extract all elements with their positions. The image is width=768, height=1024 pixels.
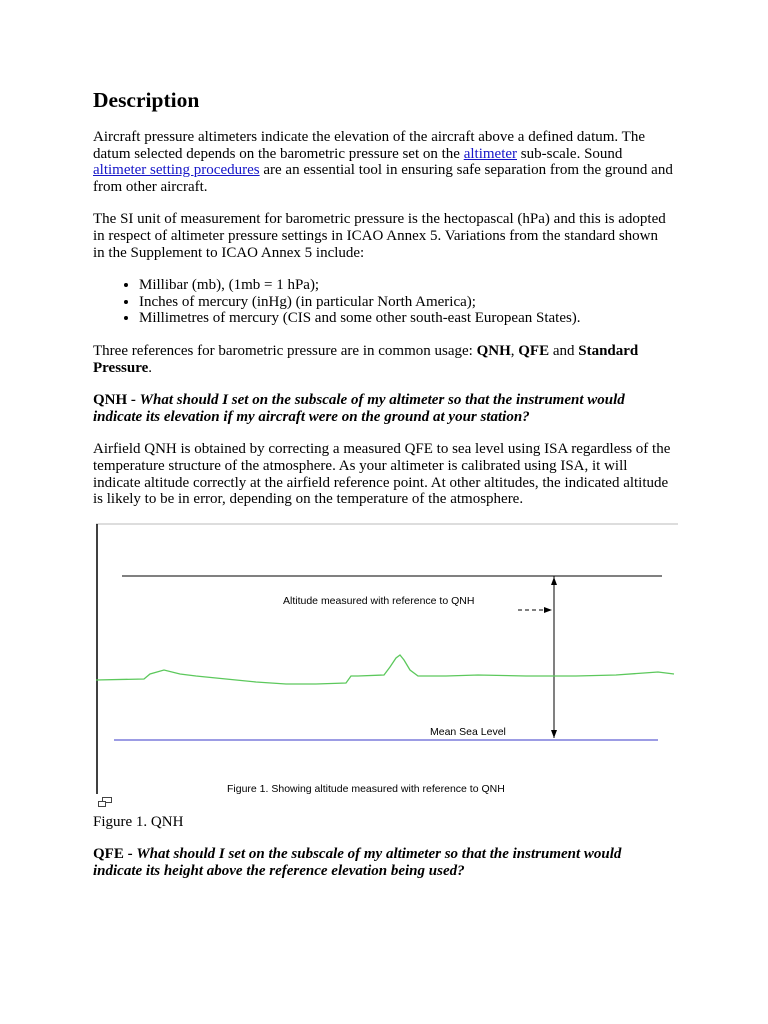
figure-image-caption: Figure 1. Showing altitude measured with reference to QNH bbox=[227, 782, 505, 794]
list-item: • Millibar (mb), (1mb = 1 hPa); bbox=[139, 277, 673, 294]
altimeter-link[interactable]: altimeter bbox=[463, 145, 518, 162]
qfe-question-label: QFE - bbox=[93, 846, 137, 863]
altimeter-setting-procedures-link[interactable]: altimeter setting procedures bbox=[93, 162, 260, 179]
separator: and bbox=[549, 342, 579, 359]
references-text: Three references for barometric pressure are in common usage: bbox=[93, 342, 477, 359]
standard-pressure-term: Standard Pressure bbox=[93, 342, 639, 376]
qnh-question-label: QNH - bbox=[93, 392, 140, 409]
period: . bbox=[148, 359, 153, 376]
qnh-term: QNH bbox=[476, 342, 511, 359]
mean-sea-level-label: Mean Sea Level bbox=[430, 725, 506, 738]
qfe-question-text: What should I set on the subscale of my altimeter so that the instrument would indicate its height above the reference elevation being used? bbox=[93, 846, 622, 879]
intro-text-1: Aircraft pressure altimeters indicate the elevation of the aircraft above a defined datum. The datum selected depends on the barometric pressure set on the bbox=[93, 129, 645, 162]
arrow-head-up bbox=[551, 577, 557, 585]
arrow-head-down bbox=[551, 730, 557, 738]
qnh-figure bbox=[96, 522, 678, 794]
qnh-question bbox=[93, 392, 673, 425]
page-title: Description bbox=[93, 88, 200, 112]
article bbox=[93, 86, 673, 895]
qfe-term: QFE bbox=[518, 342, 550, 359]
intro-paragraph bbox=[93, 129, 673, 195]
qnh-paragraph: Airfield QNH is obtained by correcting a measured QFE to sea level using ISA regardless of the temperature structure of the atmosphere. As your altimeter is calibrated using ISA, it will indicate altitude correctly at the airfield reference point. At other altitudes, the indicated altitude is likely to be in error, depending on the temperature of the atmosphere. bbox=[93, 441, 671, 508]
dashed-pointer-head bbox=[544, 607, 552, 613]
altitude-label: Altitude measured with reference to QNH bbox=[283, 594, 475, 607]
qnh-diagram bbox=[96, 522, 678, 794]
ground-terrain-line bbox=[96, 655, 674, 684]
figure-caption: Figure 1. QNH bbox=[93, 813, 184, 830]
references-paragraph bbox=[93, 343, 673, 376]
intro-text-3: are an essential tool in ensuring safe separation from the ground and from other aircraft. bbox=[93, 162, 673, 195]
qfe-question bbox=[93, 846, 673, 879]
image-placeholder-icon bbox=[98, 797, 112, 807]
qnh-question-text: What should I set on the subscale of my altimeter so that the instrument would indicate its elevation if my aircraft were on the ground at your station? bbox=[93, 392, 625, 425]
list-item: • Millimetres of mercury (CIS and some other south-east European States). bbox=[139, 310, 673, 327]
units-list bbox=[93, 277, 673, 327]
si-unit-paragraph: The SI unit of measurement for barometric pressure is the hectopascal (hPa) and this is adopted in respect of altimeter pressure settings in ICAO Annex 5. Variations from the standard shown in the Supplement to ICAO Annex 5 include: bbox=[93, 211, 666, 261]
intro-text-2: sub-scale. Sound bbox=[517, 145, 623, 162]
separator: , bbox=[510, 342, 519, 359]
list-item: • Inches of mercury (inHg) (in particular North America); bbox=[139, 294, 673, 311]
